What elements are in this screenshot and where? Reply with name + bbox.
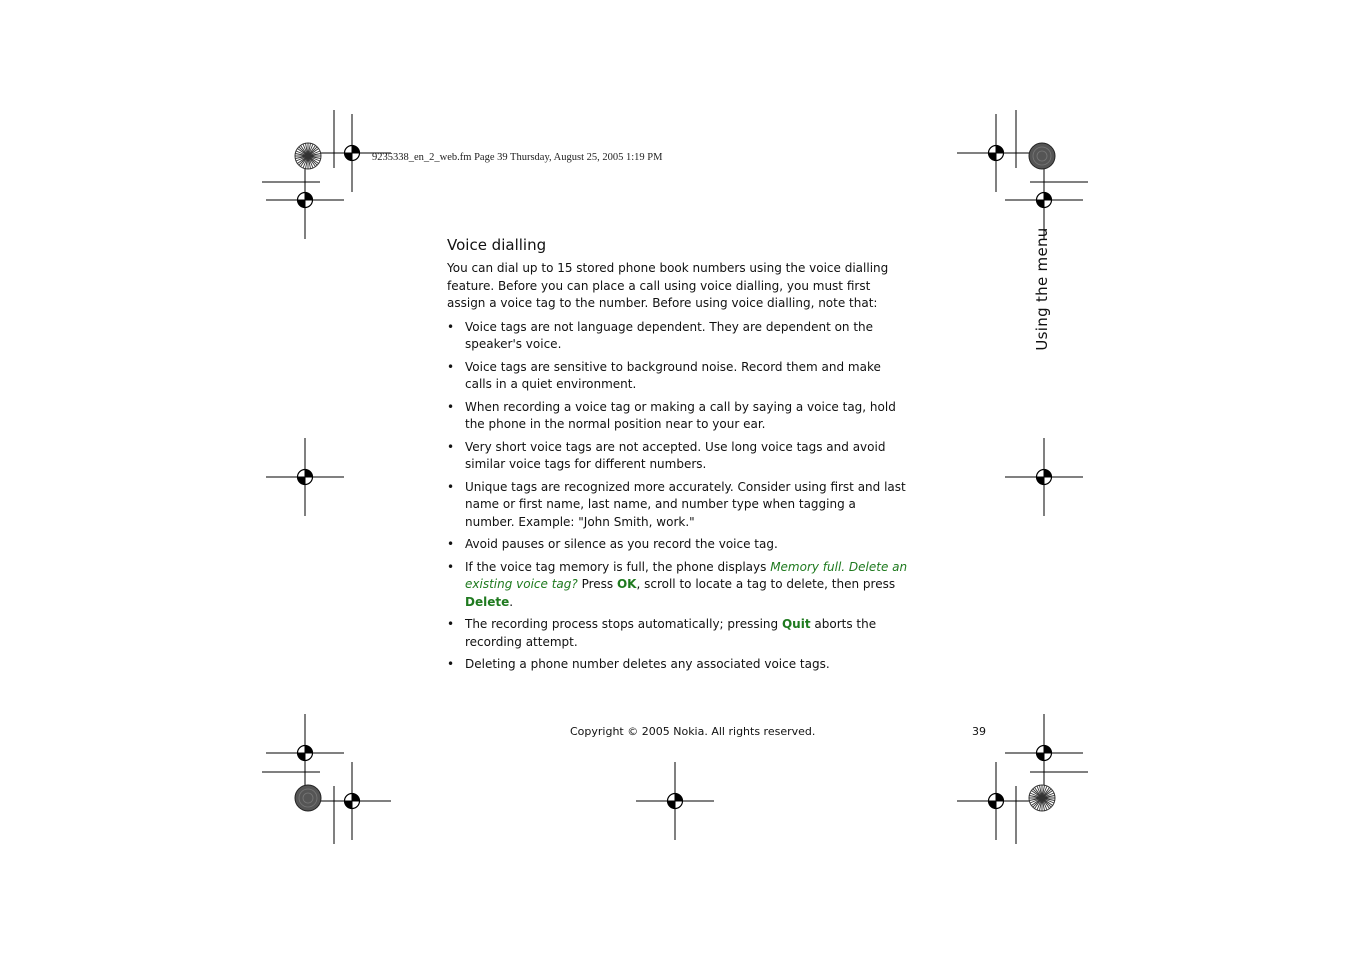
copyright-notice: Copyright © 2005 Nokia. All rights reserved. — [570, 725, 816, 738]
bullet-glyph: • — [447, 657, 455, 671]
bullet-glyph: • — [447, 617, 455, 631]
quit-text-prefix: The recording process stops automatically; pressing — [465, 617, 782, 631]
bullet-glyph: • — [447, 537, 455, 551]
bullet-glyph: • — [447, 399, 455, 414]
page-number: 39 — [972, 725, 986, 738]
list-item — [447, 439, 909, 474]
display-text-memory-full: Memory full. Delete an existing voice tag? — [465, 559, 908, 591]
memory-text-middle: Press — [577, 577, 617, 591]
list-item-quit — [447, 616, 909, 651]
list-item — [447, 536, 909, 554]
list-item-text: When recording a voice tag or making a call by saying a voice tag, hold the phone in the normal position near to your ear. — [465, 399, 896, 431]
memory-text-suffix: . — [509, 594, 514, 609]
section-title: Voice dialling — [447, 236, 547, 254]
list-item-text: Avoid pauses or silence as you record the voice tag. — [465, 537, 778, 551]
intro-paragraph: You can dial up to 15 stored phone book numbers using the voice dialling feature. Before you can place a call using voice dialling, you must first assign a voice tag to the number. Before using voice dialling, note that: — [447, 261, 889, 310]
list-item-text: Voice tags are sensitive to background noise. Record them and make calls in a quiet environment. — [465, 359, 881, 391]
list-item — [447, 399, 909, 434]
list-item-text: Voice tags are not language dependent. They are dependent on the speaker's voice. — [465, 319, 874, 351]
list-item — [447, 479, 909, 532]
list-item-text: Unique tags are recognized more accurately. Consider using first and last name or first name, last name, and number type when tagging a number. Example: "John Smith, work." — [465, 479, 906, 529]
bullet-glyph: • — [447, 559, 455, 574]
file-slug-line: 9235338_en_2_web.fm Page 39 Thursday, August 25, 2005 1:19 PM — [372, 152, 663, 163]
memory-text-prefix: If the voice tag memory is full, the phone displays — [465, 559, 771, 574]
bullet-glyph: • — [447, 439, 455, 454]
notes-list — [447, 319, 909, 674]
list-item-text: Deleting a phone number deletes any associated voice tags. — [465, 657, 830, 671]
list-item — [447, 656, 909, 674]
page-content — [447, 236, 909, 679]
softkey-delete: Delete — [465, 594, 510, 609]
bullet-glyph: • — [447, 479, 455, 494]
list-item — [447, 319, 909, 354]
bullet-glyph: • — [447, 359, 455, 374]
list-item — [447, 359, 909, 394]
list-item-text: Very short voice tags are not accepted. Use long voice tags and avoid similar voice tags for different numbers. — [465, 439, 886, 471]
chapter-side-tab — [1022, 226, 1062, 352]
chapter-side-tab-label: Using the menu — [1033, 227, 1051, 351]
memory-text-middle-2: , scroll to locate a tag to delete, then press — [636, 577, 896, 591]
softkey-ok: OK — [616, 577, 637, 591]
list-item-memory-full — [447, 559, 909, 612]
bullet-glyph: • — [447, 319, 455, 334]
softkey-quit: Quit — [781, 617, 811, 631]
quit-text-suffix: aborts the recording attempt. — [465, 617, 877, 649]
